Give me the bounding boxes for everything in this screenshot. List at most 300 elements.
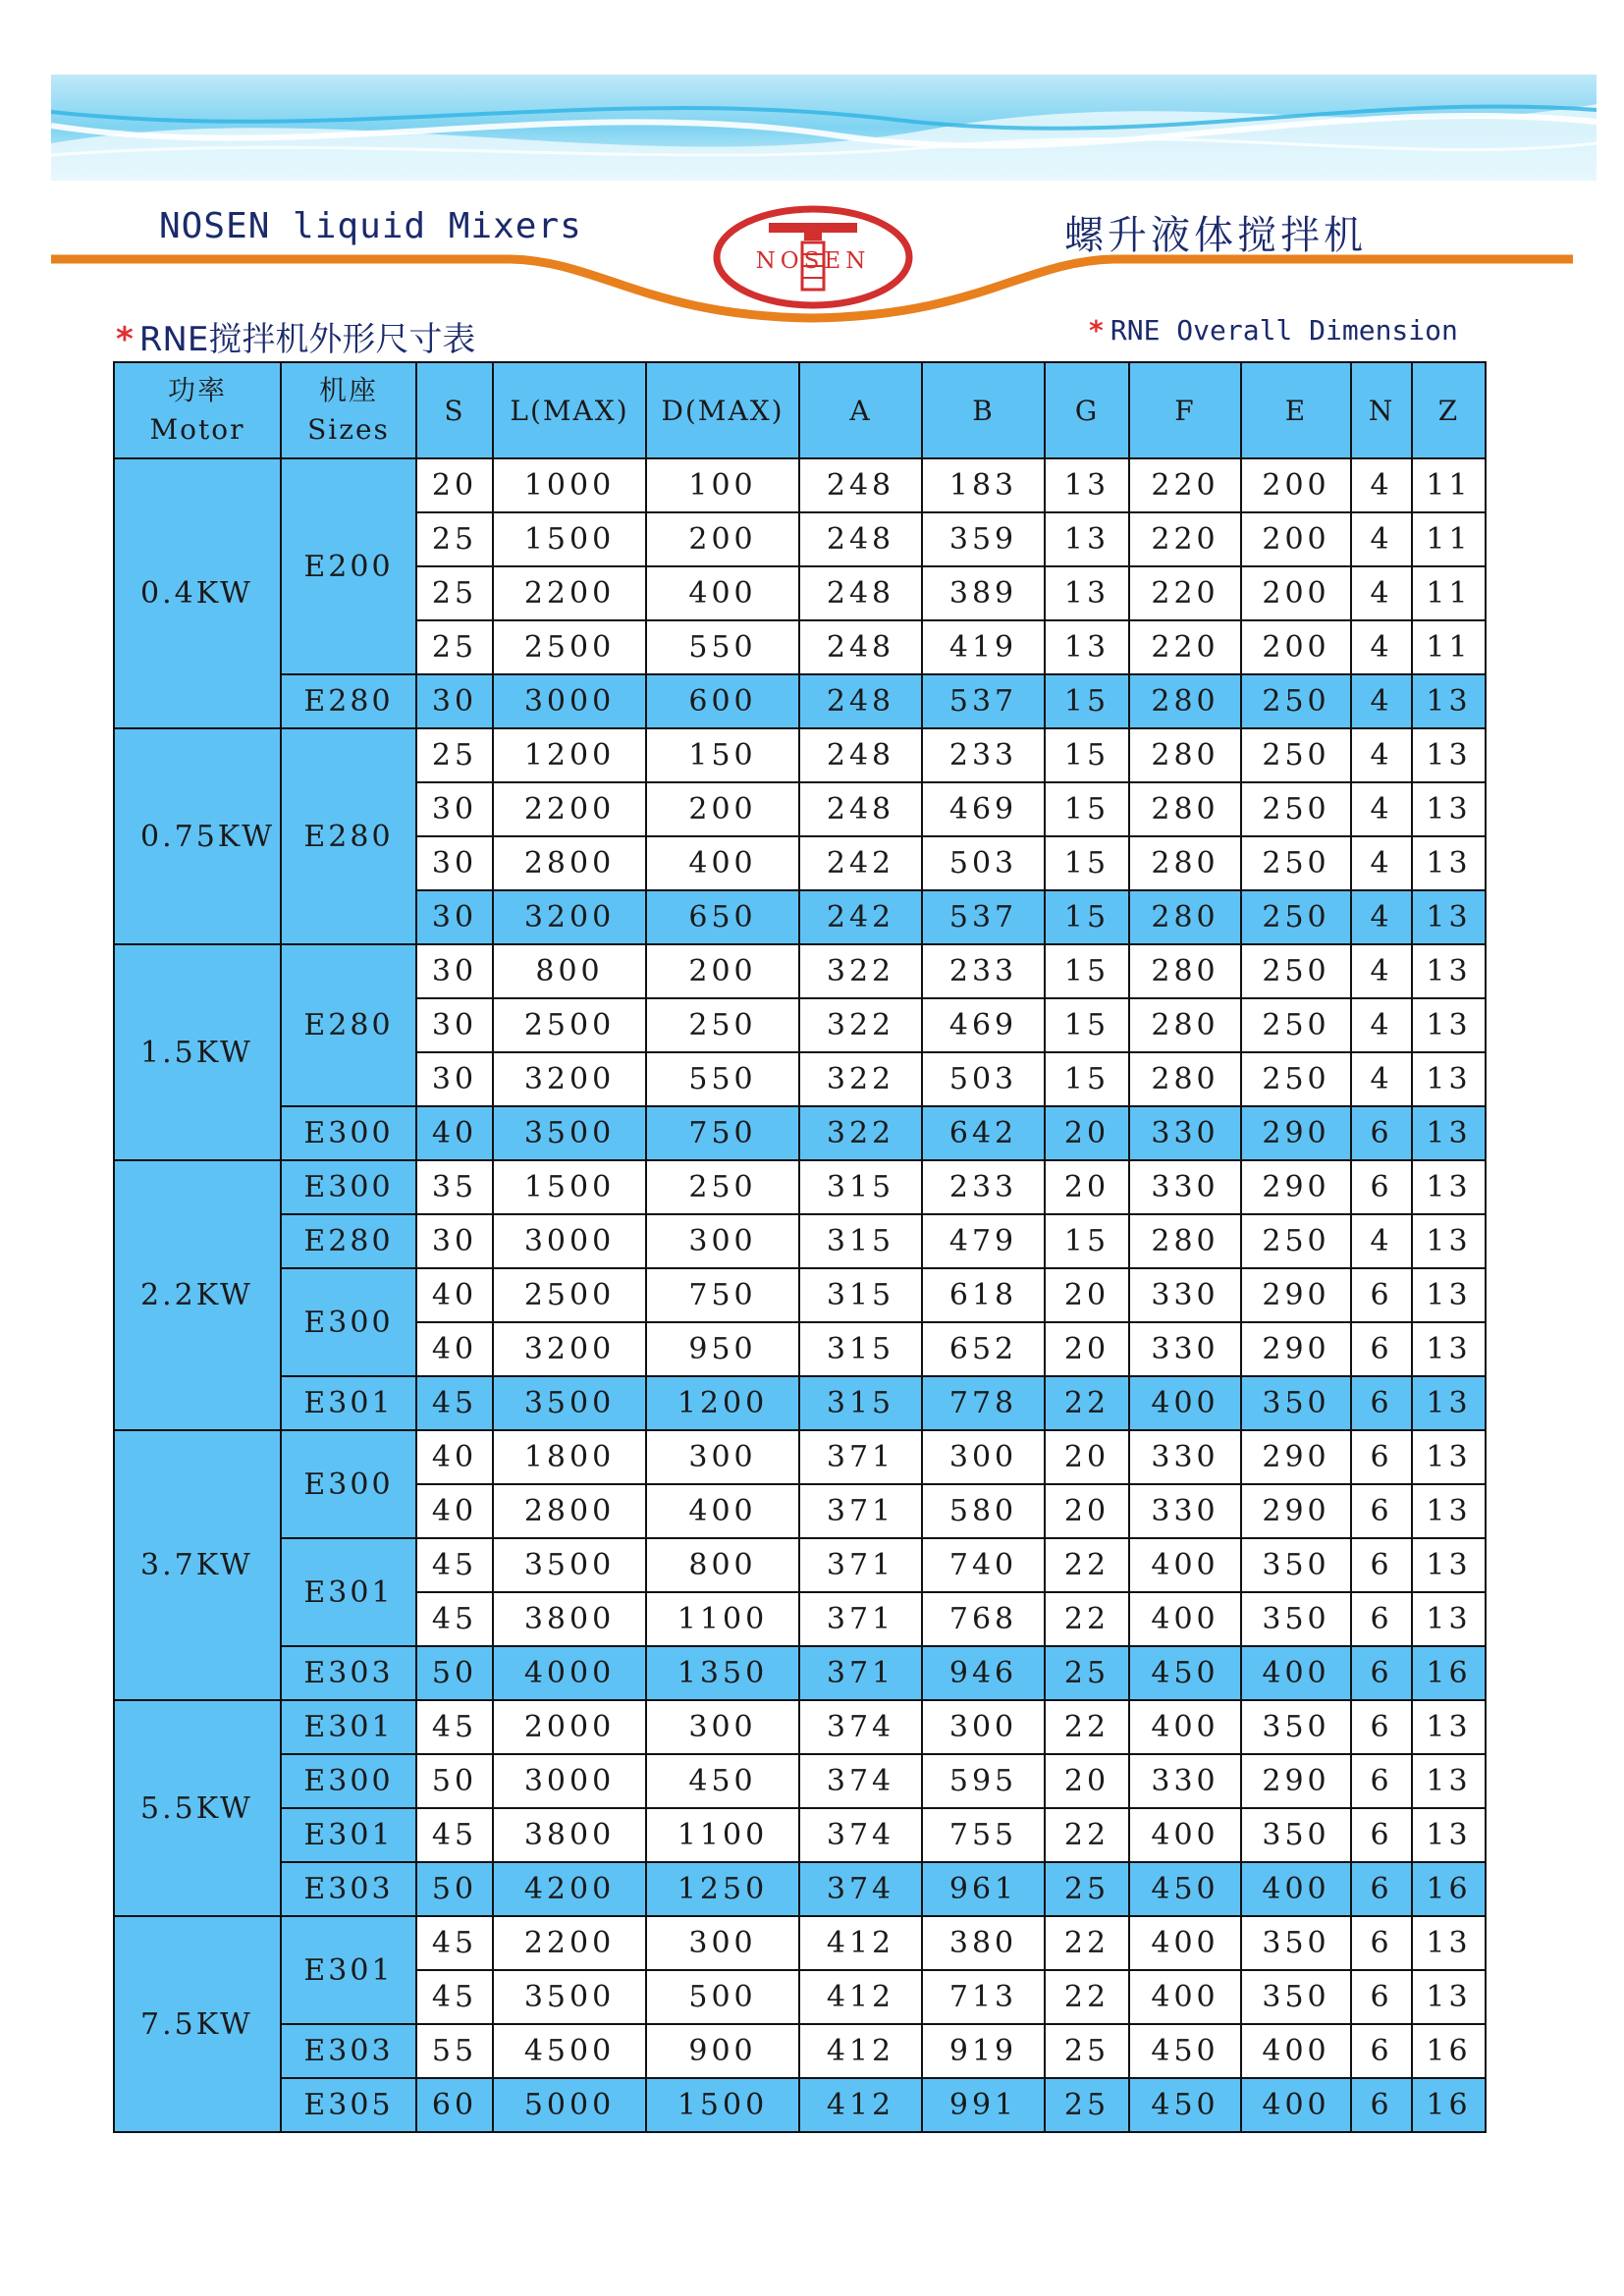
cell-s: 25: [416, 620, 493, 674]
size-cell: E280: [281, 944, 416, 1106]
table-row: [114, 1430, 1486, 1484]
cell-l-max: 1500: [493, 1160, 646, 1214]
cell-g: 22: [1045, 1916, 1129, 1970]
cell-b: 233: [922, 944, 1045, 998]
cell-b: 755: [922, 1808, 1045, 1862]
cell-e: 290: [1241, 1484, 1351, 1538]
cell-g: 13: [1045, 512, 1129, 566]
cell-e: 250: [1241, 944, 1351, 998]
cell-a: 315: [799, 1376, 922, 1430]
cell-e: 400: [1241, 1862, 1351, 1916]
cell-z: 11: [1412, 566, 1486, 620]
col-header-motor-cn: 功率: [167, 374, 227, 406]
cell-e: 350: [1241, 1916, 1351, 1970]
table-body: [114, 458, 1486, 2132]
table-row: [114, 1754, 1486, 1808]
cell-z: 16: [1412, 2078, 1486, 2132]
cell-e: 290: [1241, 1430, 1351, 1484]
size-cell: E280: [281, 728, 416, 944]
cell-z: 16: [1412, 1646, 1486, 1700]
cell-a: 322: [799, 1106, 922, 1160]
cell-b: 740: [922, 1538, 1045, 1592]
cell-s: 25: [416, 728, 493, 782]
cell-b: 961: [922, 1862, 1045, 1916]
cell-d-max: 300: [646, 1430, 799, 1484]
size-cell: E305: [281, 2078, 416, 2132]
cell-z: 11: [1412, 512, 1486, 566]
cell-z: 13: [1412, 1808, 1486, 1862]
cell-g: 13: [1045, 620, 1129, 674]
cell-n: 4: [1351, 890, 1412, 944]
cell-a: 315: [799, 1160, 922, 1214]
cell-d-max: 550: [646, 1052, 799, 1106]
cell-z: 13: [1412, 1268, 1486, 1322]
cell-z: 13: [1412, 1430, 1486, 1484]
cell-f: 280: [1129, 890, 1241, 944]
cell-b: 419: [922, 620, 1045, 674]
cell-e: 350: [1241, 1700, 1351, 1754]
cell-z: 13: [1412, 1970, 1486, 2024]
table-header-row: [114, 362, 1486, 458]
cell-l-max: 2200: [493, 1916, 646, 1970]
cell-a: 315: [799, 1214, 922, 1268]
cell-b: 778: [922, 1376, 1045, 1430]
cell-e: 290: [1241, 1754, 1351, 1808]
cell-a: 315: [799, 1268, 922, 1322]
cell-d-max: 200: [646, 512, 799, 566]
cell-s: 25: [416, 566, 493, 620]
cell-s: 25: [416, 512, 493, 566]
cell-s: 45: [416, 1376, 493, 1430]
table-row: [114, 2078, 1486, 2132]
cell-n: 6: [1351, 1160, 1412, 1214]
cell-a: 374: [799, 1700, 922, 1754]
cell-n: 4: [1351, 728, 1412, 782]
cell-a: 371: [799, 1538, 922, 1592]
cell-l-max: 4000: [493, 1646, 646, 1700]
table-title-en-text: RNE Overall Dimension: [1110, 314, 1458, 347]
cell-b: 300: [922, 1430, 1045, 1484]
cell-d-max: 200: [646, 944, 799, 998]
cell-e: 250: [1241, 998, 1351, 1052]
cell-e: 250: [1241, 890, 1351, 944]
cell-l-max: 3500: [493, 1106, 646, 1160]
cell-b: 233: [922, 728, 1045, 782]
table-row: [114, 1646, 1486, 1700]
cell-e: 400: [1241, 1646, 1351, 1700]
cell-f: 400: [1129, 1916, 1241, 1970]
cell-g: 20: [1045, 1430, 1129, 1484]
cell-n: 6: [1351, 2024, 1412, 2078]
cell-b: 652: [922, 1322, 1045, 1376]
table-title-cn: [116, 312, 475, 360]
cell-n: 6: [1351, 1538, 1412, 1592]
cell-l-max: 2800: [493, 836, 646, 890]
cell-s: 30: [416, 674, 493, 728]
cell-b: 300: [922, 1700, 1045, 1754]
brand-name-cn: 螺升液体搅拌机: [1064, 213, 1367, 258]
cell-d-max: 950: [646, 1322, 799, 1376]
cell-a: 371: [799, 1430, 922, 1484]
cell-n: 6: [1351, 1322, 1412, 1376]
cell-a: 242: [799, 890, 922, 944]
cell-z: 13: [1412, 1538, 1486, 1592]
size-cell: E301: [281, 1808, 416, 1862]
cell-d-max: 100: [646, 458, 799, 512]
cell-s: 30: [416, 890, 493, 944]
cell-z: 11: [1412, 458, 1486, 512]
cell-d-max: 400: [646, 566, 799, 620]
cell-e: 250: [1241, 836, 1351, 890]
cell-l-max: 1500: [493, 512, 646, 566]
cell-l-max: 3500: [493, 1376, 646, 1430]
cell-b: 503: [922, 1052, 1045, 1106]
cell-g: 15: [1045, 944, 1129, 998]
cell-d-max: 900: [646, 2024, 799, 2078]
cell-z: 13: [1412, 1700, 1486, 1754]
cell-l-max: 3500: [493, 1538, 646, 1592]
cell-l-max: 800: [493, 944, 646, 998]
cell-g: 13: [1045, 566, 1129, 620]
size-cell: E280: [281, 674, 416, 728]
cell-s: 50: [416, 1754, 493, 1808]
cell-z: 13: [1412, 1160, 1486, 1214]
cell-g: 20: [1045, 1160, 1129, 1214]
cell-e: 250: [1241, 1052, 1351, 1106]
cell-l-max: 4500: [493, 2024, 646, 2078]
cell-f: 400: [1129, 1700, 1241, 1754]
cell-f: 280: [1129, 998, 1241, 1052]
cell-s: 40: [416, 1484, 493, 1538]
cell-z: 13: [1412, 1592, 1486, 1646]
cell-a: 248: [799, 512, 922, 566]
size-cell: E300: [281, 1754, 416, 1808]
cell-g: 25: [1045, 1646, 1129, 1700]
cell-a: 315: [799, 1322, 922, 1376]
cell-n: 4: [1351, 566, 1412, 620]
brand-name-en: NOSEN liquid Mixers: [159, 206, 582, 246]
table-row: [114, 1268, 1486, 1322]
cell-f: 330: [1129, 1322, 1241, 1376]
cell-b: 580: [922, 1484, 1045, 1538]
cell-e: 350: [1241, 1808, 1351, 1862]
cell-e: 200: [1241, 512, 1351, 566]
cell-n: 6: [1351, 1754, 1412, 1808]
cell-f: 280: [1129, 674, 1241, 728]
cell-a: 248: [799, 674, 922, 728]
table-title-en: [1088, 314, 1458, 347]
cell-n: 4: [1351, 836, 1412, 890]
table-row: [114, 674, 1486, 728]
nosen-logo: [712, 203, 914, 311]
table-row: [114, 1808, 1486, 1862]
cell-z: 13: [1412, 890, 1486, 944]
cell-b: 642: [922, 1106, 1045, 1160]
cell-b: 618: [922, 1268, 1045, 1322]
cell-s: 30: [416, 836, 493, 890]
cell-f: 330: [1129, 1268, 1241, 1322]
cell-f: 400: [1129, 1376, 1241, 1430]
cell-e: 250: [1241, 674, 1351, 728]
col-header-a: A: [799, 362, 922, 458]
cell-b: 479: [922, 1214, 1045, 1268]
cell-f: 450: [1129, 1646, 1241, 1700]
cell-l-max: 3000: [493, 1754, 646, 1808]
col-header-g: G: [1045, 362, 1129, 458]
col-header-s: S: [416, 362, 493, 458]
motor-cell: 0.75KW: [114, 728, 281, 944]
cell-s: 30: [416, 944, 493, 998]
cell-z: 13: [1412, 1106, 1486, 1160]
cell-n: 4: [1351, 998, 1412, 1052]
cell-n: 6: [1351, 1916, 1412, 1970]
cell-g: 25: [1045, 2078, 1129, 2132]
table-row: [114, 944, 1486, 998]
cell-s: 45: [416, 1592, 493, 1646]
cell-l-max: 3000: [493, 674, 646, 728]
cell-g: 25: [1045, 2024, 1129, 2078]
cell-e: 400: [1241, 2078, 1351, 2132]
cell-b: 389: [922, 566, 1045, 620]
size-cell: E300: [281, 1160, 416, 1214]
cell-s: 40: [416, 1430, 493, 1484]
motor-cell: 7.5KW: [114, 1916, 281, 2132]
cell-z: 16: [1412, 2024, 1486, 2078]
size-cell: E301: [281, 1916, 416, 2024]
cell-a: 371: [799, 1592, 922, 1646]
cell-d-max: 1250: [646, 1862, 799, 1916]
cell-l-max: 4200: [493, 1862, 646, 1916]
cell-a: 412: [799, 1970, 922, 2024]
cell-s: 35: [416, 1160, 493, 1214]
cell-g: 15: [1045, 890, 1129, 944]
cell-d-max: 300: [646, 1214, 799, 1268]
cell-f: 450: [1129, 2078, 1241, 2132]
cell-l-max: 2500: [493, 620, 646, 674]
cell-n: 6: [1351, 1808, 1412, 1862]
cell-f: 450: [1129, 1862, 1241, 1916]
cell-n: 4: [1351, 674, 1412, 728]
cell-s: 30: [416, 782, 493, 836]
cell-d-max: 650: [646, 890, 799, 944]
cell-l-max: 1800: [493, 1430, 646, 1484]
cell-l-max: 3000: [493, 1214, 646, 1268]
cell-b: 768: [922, 1592, 1045, 1646]
size-cell: E300: [281, 1106, 416, 1160]
cell-d-max: 200: [646, 782, 799, 836]
cell-b: 503: [922, 836, 1045, 890]
cell-n: 6: [1351, 1484, 1412, 1538]
cell-f: 280: [1129, 728, 1241, 782]
cell-l-max: 3200: [493, 1322, 646, 1376]
cell-n: 6: [1351, 1376, 1412, 1430]
col-header-b: B: [922, 362, 1045, 458]
table-row: [114, 1916, 1486, 1970]
cell-a: 374: [799, 1862, 922, 1916]
cell-s: 50: [416, 1862, 493, 1916]
cell-g: 15: [1045, 1052, 1129, 1106]
cell-s: 50: [416, 1646, 493, 1700]
cell-g: 22: [1045, 1592, 1129, 1646]
cell-z: 13: [1412, 1916, 1486, 1970]
cell-n: 6: [1351, 1430, 1412, 1484]
cell-g: 22: [1045, 1700, 1129, 1754]
cell-e: 400: [1241, 2024, 1351, 2078]
cell-z: 13: [1412, 1214, 1486, 1268]
cell-z: 13: [1412, 998, 1486, 1052]
cell-z: 13: [1412, 1052, 1486, 1106]
cell-l-max: 2200: [493, 782, 646, 836]
size-cell: E301: [281, 1538, 416, 1646]
cell-d-max: 1100: [646, 1808, 799, 1862]
cell-l-max: 1200: [493, 728, 646, 782]
size-cell: E280: [281, 1214, 416, 1268]
table-row: [114, 1106, 1486, 1160]
cell-e: 350: [1241, 1376, 1351, 1430]
cell-e: 250: [1241, 1214, 1351, 1268]
cell-d-max: 750: [646, 1106, 799, 1160]
cell-b: 713: [922, 1970, 1045, 2024]
cell-f: 220: [1129, 620, 1241, 674]
col-header-sizes: [281, 362, 416, 458]
cell-e: 290: [1241, 1160, 1351, 1214]
cell-b: 537: [922, 890, 1045, 944]
cell-e: 200: [1241, 458, 1351, 512]
cell-a: 412: [799, 1916, 922, 1970]
cell-l-max: 2000: [493, 1700, 646, 1754]
col-header-z: Z: [1412, 362, 1486, 458]
cell-l-max: 2800: [493, 1484, 646, 1538]
cell-b: 380: [922, 1916, 1045, 1970]
cell-z: 13: [1412, 944, 1486, 998]
cell-n: 6: [1351, 1862, 1412, 1916]
cell-d-max: 400: [646, 1484, 799, 1538]
cell-l-max: 3800: [493, 1808, 646, 1862]
motor-cell: 5.5KW: [114, 1700, 281, 1916]
cell-e: 250: [1241, 728, 1351, 782]
size-cell: E301: [281, 1376, 416, 1430]
cell-a: 248: [799, 728, 922, 782]
cell-g: 22: [1045, 1808, 1129, 1862]
cell-f: 330: [1129, 1106, 1241, 1160]
cell-g: 15: [1045, 836, 1129, 890]
cell-s: 40: [416, 1106, 493, 1160]
cell-a: 412: [799, 2078, 922, 2132]
cell-n: 6: [1351, 2078, 1412, 2132]
cell-e: 200: [1241, 620, 1351, 674]
cell-b: 183: [922, 458, 1045, 512]
cell-l-max: 3200: [493, 890, 646, 944]
dimension-table: [113, 361, 1487, 2133]
cell-g: 15: [1045, 728, 1129, 782]
cell-z: 13: [1412, 836, 1486, 890]
cell-g: 20: [1045, 1754, 1129, 1808]
size-cell: E303: [281, 2024, 416, 2078]
cell-f: 400: [1129, 1538, 1241, 1592]
col-header-n: N: [1351, 362, 1412, 458]
cell-z: 13: [1412, 728, 1486, 782]
cell-d-max: 750: [646, 1268, 799, 1322]
cell-a: 322: [799, 944, 922, 998]
cell-a: 248: [799, 458, 922, 512]
cell-d-max: 550: [646, 620, 799, 674]
cell-f: 330: [1129, 1754, 1241, 1808]
size-cell: E303: [281, 1646, 416, 1700]
cell-g: 22: [1045, 1538, 1129, 1592]
cell-n: 4: [1351, 782, 1412, 836]
col-header-f: F: [1129, 362, 1241, 458]
cell-a: 242: [799, 836, 922, 890]
cell-s: 45: [416, 1808, 493, 1862]
cell-f: 450: [1129, 2024, 1241, 2078]
cell-a: 248: [799, 782, 922, 836]
cell-l-max: 5000: [493, 2078, 646, 2132]
motor-cell: 2.2KW: [114, 1160, 281, 1430]
cell-n: 6: [1351, 1970, 1412, 2024]
cell-e: 290: [1241, 1322, 1351, 1376]
cell-s: 45: [416, 1700, 493, 1754]
cell-z: 13: [1412, 1322, 1486, 1376]
col-header-l: L(MAX): [493, 362, 646, 458]
col-header-sizes-en: Sizes: [307, 413, 390, 446]
cell-s: 40: [416, 1322, 493, 1376]
cell-b: 469: [922, 998, 1045, 1052]
cell-d-max: 300: [646, 1700, 799, 1754]
cell-g: 25: [1045, 1862, 1129, 1916]
table-row: [114, 458, 1486, 512]
bullet-star: *: [116, 320, 134, 359]
cell-s: 45: [416, 1970, 493, 2024]
cell-n: 4: [1351, 458, 1412, 512]
cell-d-max: 600: [646, 674, 799, 728]
cell-d-max: 300: [646, 1916, 799, 1970]
size-cell: E301: [281, 1700, 416, 1754]
cell-e: 250: [1241, 782, 1351, 836]
motor-cell: 1.5KW: [114, 944, 281, 1160]
col-header-e: E: [1241, 362, 1351, 458]
cell-f: 280: [1129, 1052, 1241, 1106]
table-title-cn-text: RNE搅拌机外形尺寸表: [138, 320, 476, 359]
table-row: [114, 1538, 1486, 1592]
table-row: [114, 728, 1486, 782]
cell-s: 40: [416, 1268, 493, 1322]
cell-b: 469: [922, 782, 1045, 836]
cell-b: 919: [922, 2024, 1045, 2078]
logo-text: NOSEN: [755, 248, 871, 274]
cell-e: 290: [1241, 1106, 1351, 1160]
cell-d-max: 1200: [646, 1376, 799, 1430]
cell-d-max: 500: [646, 1970, 799, 2024]
cell-a: 248: [799, 566, 922, 620]
cell-e: 350: [1241, 1592, 1351, 1646]
cell-l-max: 1000: [493, 458, 646, 512]
cell-n: 4: [1351, 944, 1412, 998]
cell-l-max: 2500: [493, 998, 646, 1052]
cell-f: 280: [1129, 836, 1241, 890]
cell-e: 200: [1241, 566, 1351, 620]
cell-a: 322: [799, 1052, 922, 1106]
cell-e: 350: [1241, 1970, 1351, 2024]
cell-d-max: 150: [646, 728, 799, 782]
cell-z: 16: [1412, 1862, 1486, 1916]
cell-n: 6: [1351, 1646, 1412, 1700]
cell-g: 22: [1045, 1376, 1129, 1430]
cell-s: 45: [416, 1916, 493, 1970]
cell-z: 11: [1412, 620, 1486, 674]
cell-n: 6: [1351, 1268, 1412, 1322]
cell-z: 13: [1412, 782, 1486, 836]
cell-f: 280: [1129, 944, 1241, 998]
